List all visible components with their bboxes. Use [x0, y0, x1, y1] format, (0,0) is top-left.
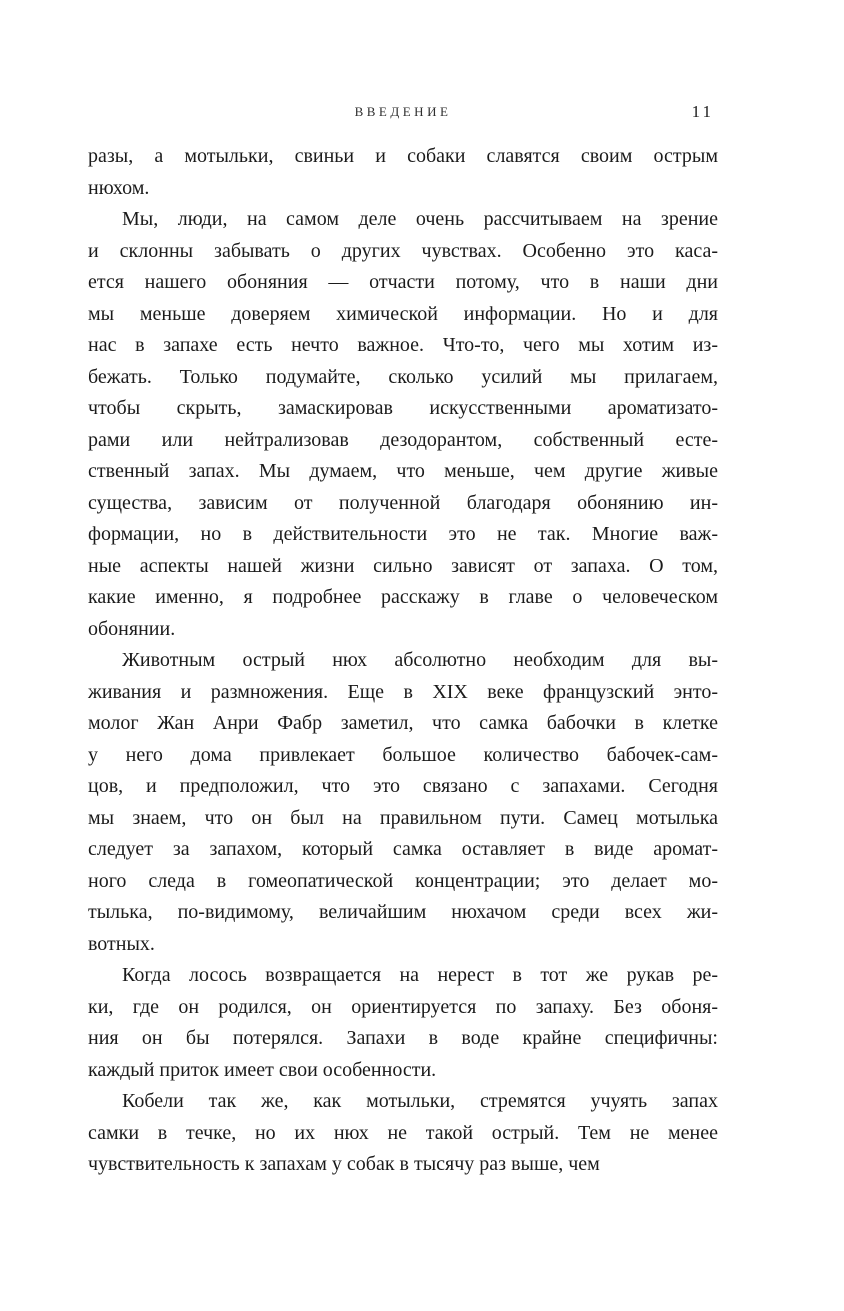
text-line: вотных. — [88, 932, 155, 955]
text-line: существа, зависим от полученной благодаря обонянию ин- — [88, 491, 718, 514]
body-text — [88, 141, 718, 1181]
text-line: каждый приток имеет свои особенности. — [88, 1058, 437, 1081]
text-line: чтобы скрыть, замаскировав искусственными ароматизато- — [88, 397, 718, 419]
paragraph — [88, 1086, 718, 1181]
text-line: и склонны забывать о других чувствах. Особенно это каса- — [88, 239, 718, 262]
paragraph — [88, 960, 718, 1086]
text-line: мы знаем, что он был на правильном пути. Самец мотылька — [88, 806, 718, 829]
text-line: бежать. Только подумайте, сколько усилий мы прилагаем, — [88, 365, 718, 388]
text-line: Животным острый нюх абсолютно необходим для вы- — [122, 649, 718, 671]
text-line: цов, и предположил, что это связано с запахами. Сегодня — [88, 775, 718, 797]
text-line: молог Жан Анри Фабр заметил, что самка бабочки в клетке — [88, 712, 718, 734]
text-line: ки, где он родился, он ориентируется по запаху. Без обоня- — [88, 995, 718, 1018]
text-line: ется нашего обоняния — отчасти потому, что в наши дни — [88, 271, 718, 293]
text-line: ного следа в гомеопатической концентрации; это делает мо- — [88, 869, 718, 892]
text-line: разы, а мотыльки, свиньи и собаки славятся своим острым — [88, 145, 718, 167]
text-line: Кобели так же, как мотыльки, стремятся учуять запах — [122, 1090, 718, 1112]
page-header — [88, 102, 718, 124]
text-line: рами или нейтрализовав дезодорантом, собственный есте- — [88, 428, 718, 451]
paragraph — [88, 141, 718, 204]
text-line: Когда лосось возвращается на нерест в тот же рукав ре- — [122, 964, 718, 986]
text-line: нас в запахе есть нечто важное. Что-то, чего мы хотим из- — [88, 334, 718, 356]
text-line: нюхом. — [88, 176, 150, 199]
paragraph — [88, 645, 718, 960]
text-line: у него дома привлекает большое количество бабочек-сам- — [88, 743, 718, 766]
text-line: ственный запах. Мы думаем, что меньше, чем другие живые — [88, 460, 718, 482]
text-line: мы меньше доверяем химической информации. Но и для — [88, 302, 718, 325]
text-line: Мы, люди, на самом деле очень рассчитываем на зрение — [122, 208, 718, 230]
text-line: ния он бы потерялся. Запахи в воде крайне специфичны: — [88, 1027, 718, 1049]
text-line: обонянии. — [88, 617, 176, 640]
text-line: тылька, по-видимому, величайшим нюхачом среди всех жи- — [88, 901, 718, 923]
text-line: чувствительность к запахам у собак в тысячу раз выше, чем — [88, 1153, 600, 1175]
running-title: ВВЕДЕНИЕ — [354, 104, 452, 119]
page-number: 11 — [691, 102, 714, 121]
text-line: самки в течке, но их нюх не такой острый. Тем не менее — [88, 1121, 718, 1144]
paragraph — [88, 204, 718, 645]
text-line: формации, но в действительности это не так. Многие важ- — [88, 523, 718, 545]
text-line: какие именно, я подробнее расскажу в главе о человеческом — [88, 586, 718, 608]
text-line: живания и размножения. Еще в XIX веке французский энто- — [88, 680, 718, 703]
text-line: следует за запахом, который самка оставляет в виде аромат- — [88, 838, 718, 860]
text-line: ные аспекты нашей жизни сильно зависят от запаха. О том, — [88, 554, 718, 577]
